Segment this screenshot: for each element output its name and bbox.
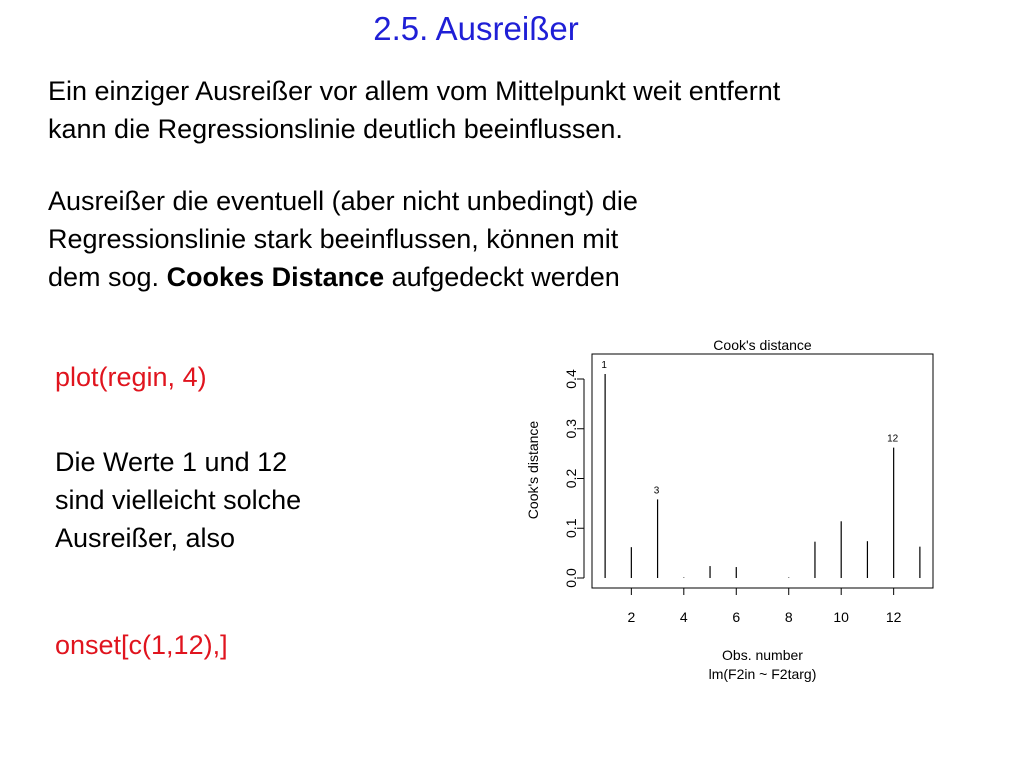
note-line-2: sind vielleicht solche xyxy=(55,485,302,515)
note-line-1: Die Werte 1 und 12 xyxy=(55,447,288,477)
slide-title: 2.5. Ausreißer xyxy=(373,10,579,47)
paragraph-intro-line-1: Ein einziger Ausreißer vor allem vom Mittelpunkt weit entfernt xyxy=(48,76,781,106)
plot-frame xyxy=(592,354,933,588)
note-text xyxy=(55,443,301,557)
paragraph-cooks-line-1: Ausreißer die eventuell (aber nicht unbedingt) die xyxy=(48,186,638,216)
x-tick-label: 10 xyxy=(833,609,849,625)
note-line-3: Ausreißer, also xyxy=(55,523,236,553)
cooks-distance-chart xyxy=(500,330,902,690)
cookes-distance-term: Cookes Distance xyxy=(166,262,385,292)
y-tick-label: 0.2 xyxy=(563,468,579,489)
y-tick-label: 0.0 xyxy=(563,568,579,588)
point-label-1: 1 xyxy=(601,360,607,372)
y-tick-label: 0.1 xyxy=(563,518,579,538)
x-tick-label: 4 xyxy=(679,609,688,625)
x-tick-label: 2 xyxy=(627,609,636,625)
paragraph-intro-line-2: kann die Regressionslinie deutlich beeinflussen. xyxy=(48,114,623,144)
y-tick-label: 0.4 xyxy=(563,369,579,389)
chart-subtitle: lm(F2in ~ F2targ) xyxy=(708,666,817,682)
paragraph-cooks-line-2: Regressionslinie stark beeinflussen, können mit xyxy=(48,224,619,254)
x-axis-title: Obs. number xyxy=(722,647,803,663)
point-label-3: 3 xyxy=(653,485,660,497)
point-label-12: 12 xyxy=(887,433,899,445)
paragraph-cooks-line-3-suffix: aufgedeckt werden xyxy=(384,262,620,292)
y-axis-title: Cook's distance xyxy=(525,420,541,520)
x-tick-label: 6 xyxy=(732,609,741,625)
paragraph-cooks xyxy=(48,182,638,296)
code-onset-command: onset[c(1,12),] xyxy=(55,630,228,660)
x-tick-label: 12 xyxy=(885,609,902,625)
chart-title: Cook's distance xyxy=(713,337,812,353)
paragraph-intro xyxy=(48,72,780,148)
x-tick-label: 8 xyxy=(784,609,793,625)
paragraph-cooks-line-3-prefix: dem sog. xyxy=(48,262,167,292)
code-plot-command: plot(regin, 4) xyxy=(55,362,207,392)
y-tick-label: 0.3 xyxy=(563,419,579,439)
